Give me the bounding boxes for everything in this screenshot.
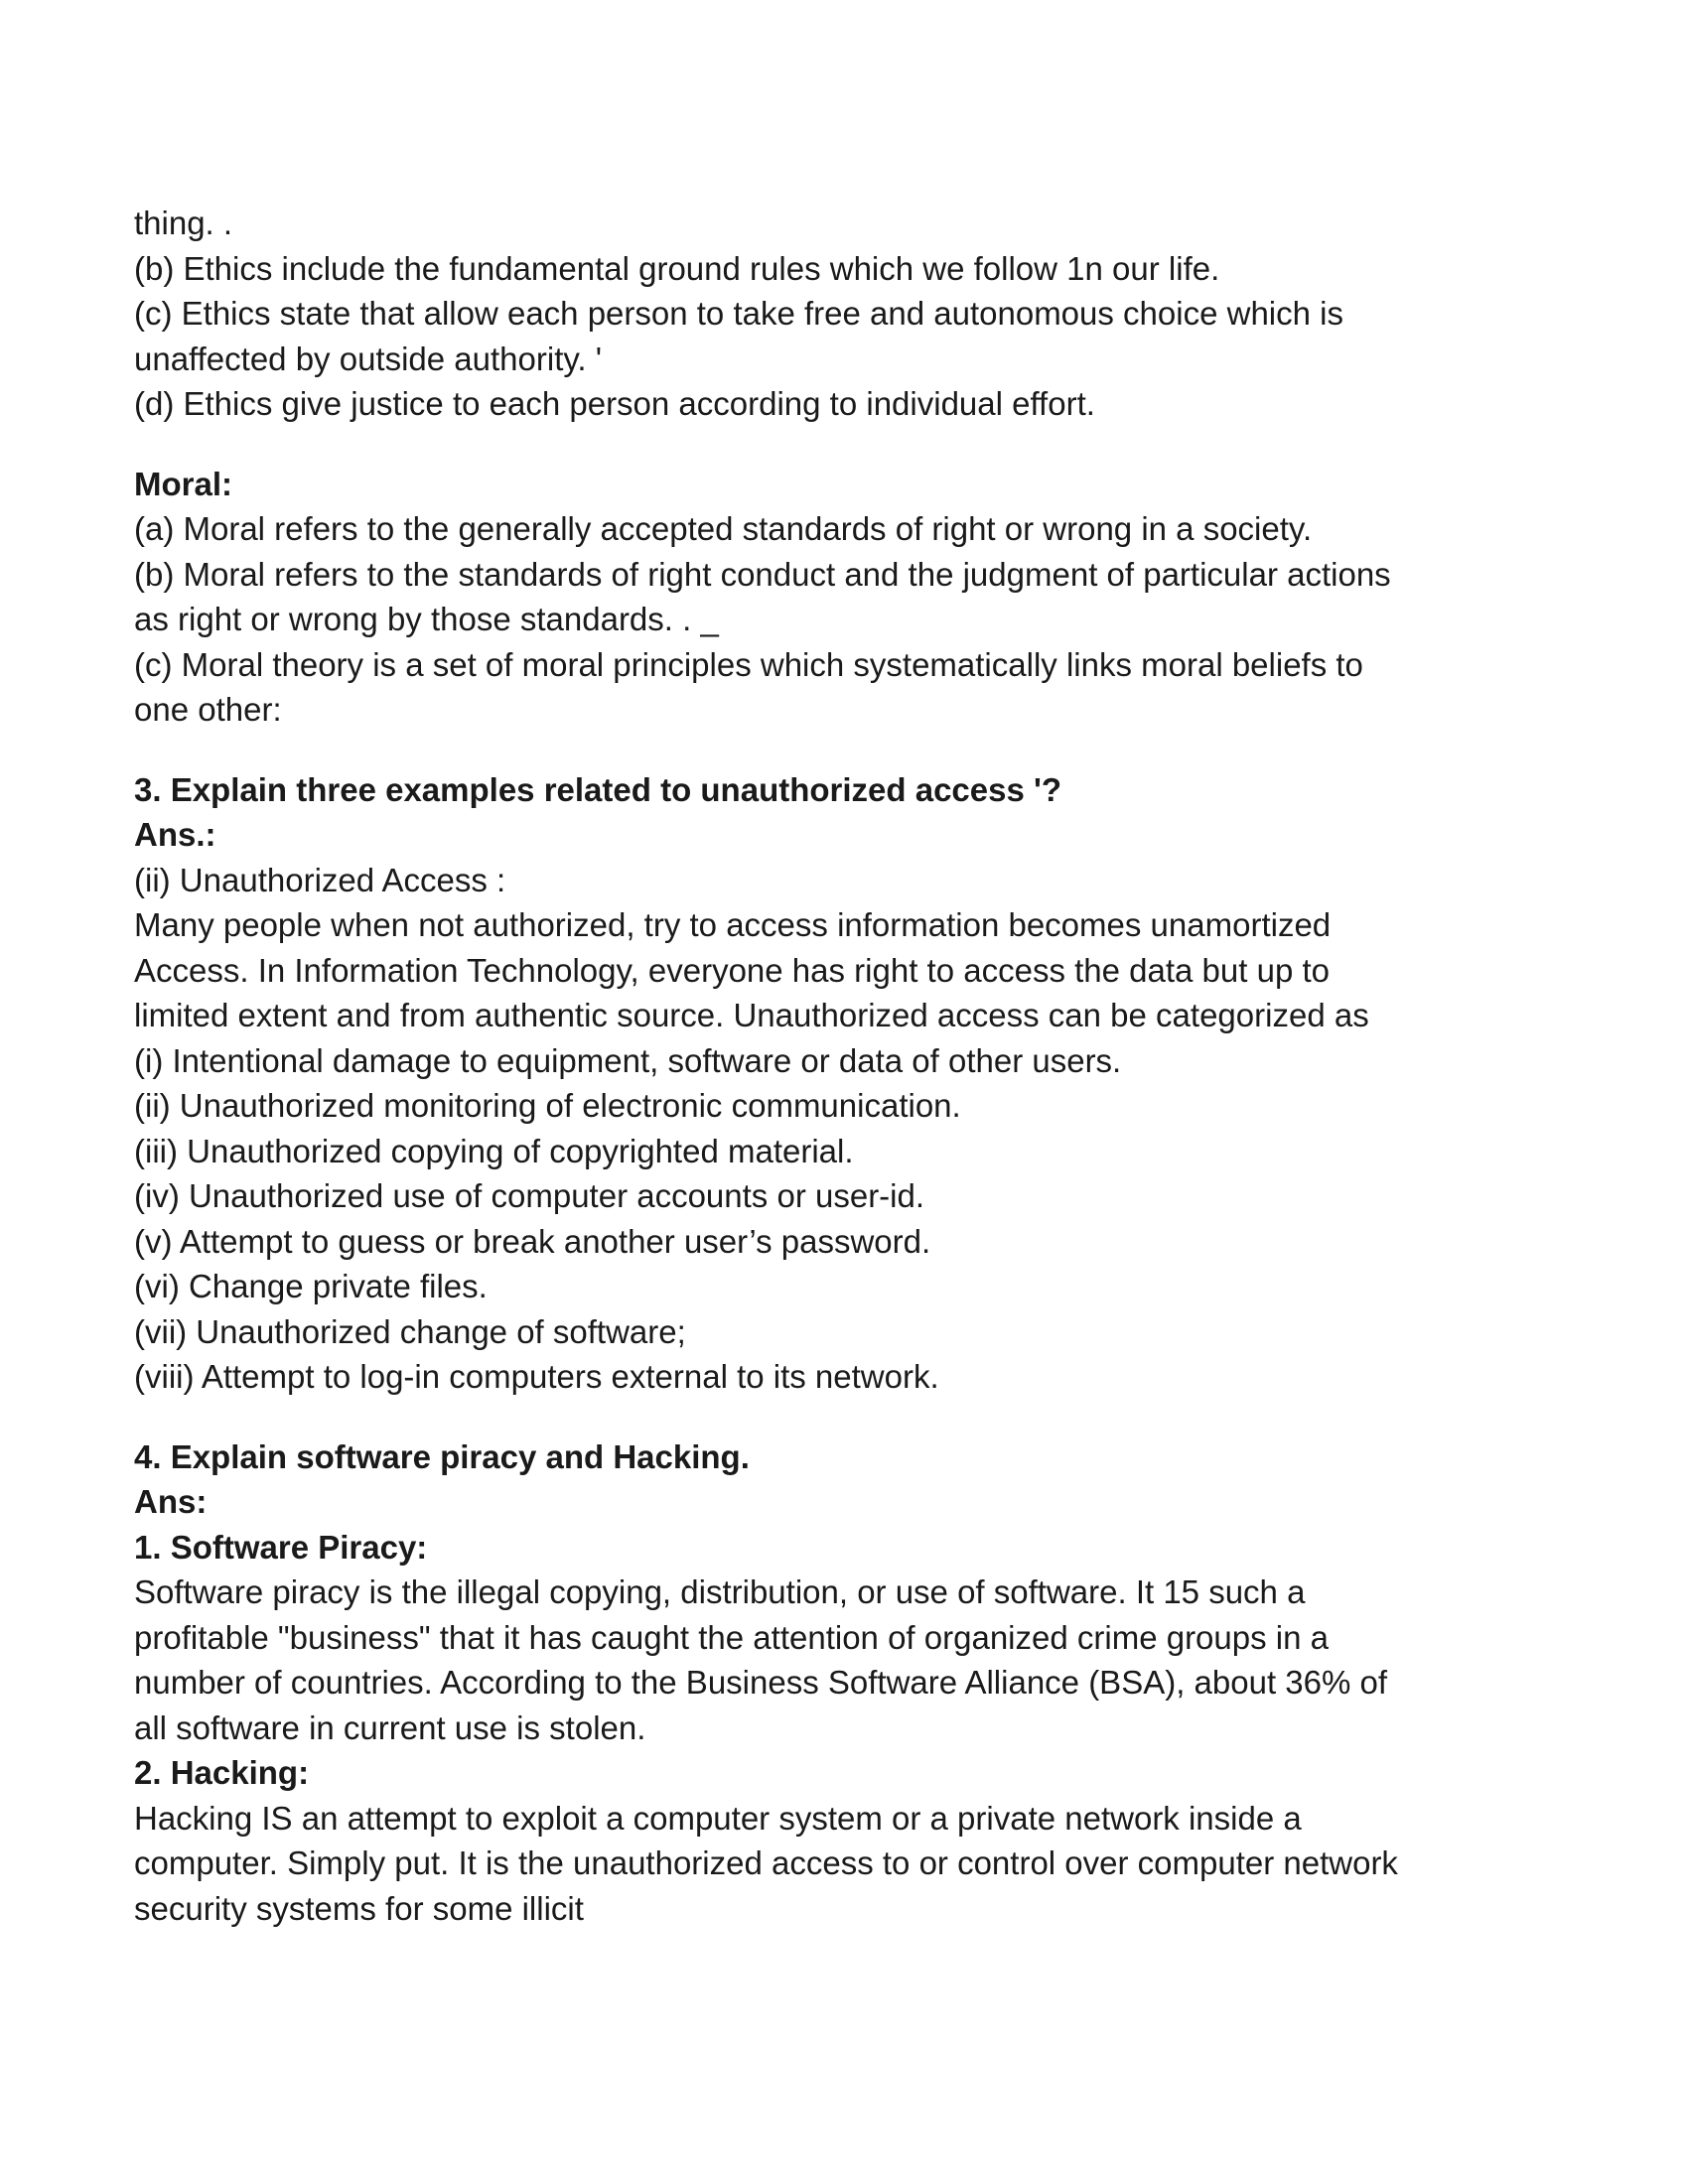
list-item: (vii) Unauthorized change of software; — [134, 1312, 686, 1350]
paragraph-gap — [134, 733, 1564, 767]
list-item: (viii) Attempt to log-in computers external to its network. — [134, 1358, 939, 1395]
list-item: (iv) Unauthorized use of computer accounts or user-id. — [134, 1177, 925, 1214]
moral-heading: Moral: — [134, 465, 232, 502]
text-line: Many people when not authorized, try to access information becomes unamortized — [134, 906, 1332, 943]
answer-label: Ans.: — [134, 816, 216, 853]
text-line: number of countries. According to the Business Software Alliance (BSA), about 36% of — [134, 1664, 1388, 1701]
text-line: security systems for some illicit — [134, 1889, 584, 1927]
text-line: limited extent and from authentic source. Unauthorized access can be categorized as — [134, 997, 1369, 1033]
text-line: (b) Ethics include the fundamental ground rules which we follow 1n our life. — [134, 249, 1220, 287]
text-line: (c) Moral theory is a set of moral principles which systematically links moral beliefs to — [134, 645, 1363, 683]
list-item: (ii) Unauthorized monitoring of electronic communication. — [134, 1087, 961, 1124]
text-line: all software in current use is stolen. — [134, 1708, 646, 1746]
text-line: computer. Simply put. It is the unauthorized access to or control over computer network — [134, 1844, 1398, 1881]
question-4-section — [134, 1434, 1564, 1932]
text-line: (a) Moral refers to the generally accepted standards of right or wrong in a society. — [134, 510, 1313, 547]
question-4-heading: 4. Explain software piracy and Hacking. — [134, 1437, 750, 1475]
list-item: (v) Attempt to guess or break another user’s password. — [134, 1222, 931, 1260]
text-line: (d) Ethics give justice to each person according to individual effort. — [134, 385, 1095, 422]
question-3-section — [134, 767, 1564, 1400]
list-item: (i) Intentional damage to equipment, software or data of other users. — [134, 1041, 1122, 1079]
text-line: thing. . — [134, 205, 233, 241]
answer-label: Ans: — [134, 1483, 208, 1520]
list-item: (iii) Unauthorized copying of copyrighted material. — [134, 1132, 854, 1169]
software-piracy-heading: 1. Software Piracy: — [134, 1528, 428, 1566]
text-line: one other: — [134, 691, 282, 728]
text-line: (c) Ethics state that allow each person to take free and autonomous choice which is — [134, 295, 1343, 332]
text-line: (b) Moral refers to the standards of right conduct and the judgment of particular actions — [134, 555, 1391, 593]
text-line: Hacking IS an attempt to exploit a computer system or a private network inside a — [134, 1799, 1302, 1837]
ethics-section — [134, 201, 1564, 427]
hacking-heading: 2. Hacking: — [134, 1754, 310, 1791]
text-line: Access. In Information Technology, everyone has right to access the data but up to — [134, 951, 1330, 989]
moral-section — [134, 462, 1564, 733]
text-line: as right or wrong by those standards. . _ — [134, 601, 719, 637]
text-line: unaffected by outside authority. ' — [134, 340, 603, 377]
paragraph-gap — [134, 1400, 1564, 1434]
question-3-heading: 3. Explain three examples related to unauthorized access '? — [134, 770, 1062, 808]
document-page — [134, 201, 1564, 1931]
text-line: profitable "business" that it has caught the attention of organized crime groups in a — [134, 1618, 1329, 1656]
text-line: Software piracy is the illegal copying, distribution, or use of software. It 15 such a — [134, 1573, 1306, 1610]
paragraph-gap — [134, 427, 1564, 462]
text-line: (ii) Unauthorized Access : — [134, 861, 506, 898]
list-item: (vi) Change private files. — [134, 1268, 488, 1304]
